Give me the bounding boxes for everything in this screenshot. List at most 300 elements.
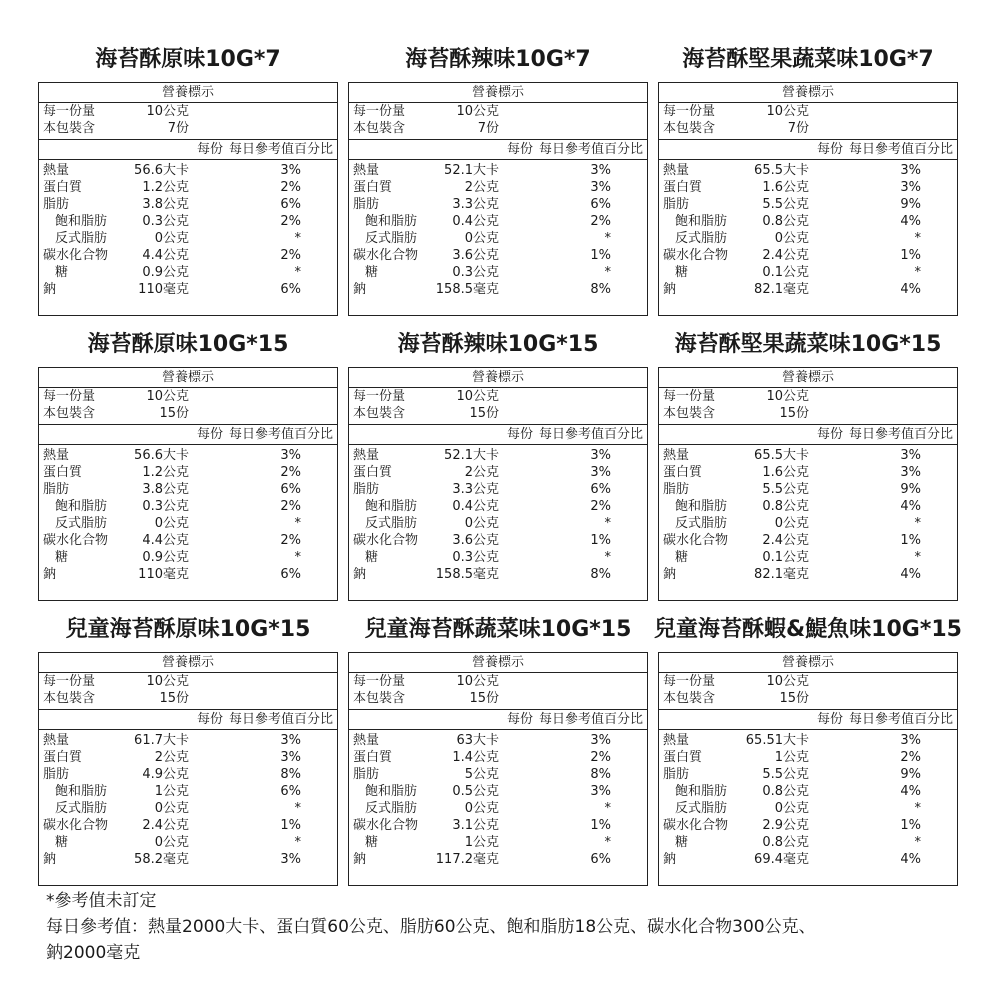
nutrient-name: 熱量 (43, 448, 70, 463)
nutrient-row (349, 162, 647, 179)
nutrient-amount: 3.8公克 (142, 482, 189, 497)
product-title: 海苔酥辣味10G*15 (397, 332, 599, 357)
nutrient-amount: 0.5公克 (452, 784, 499, 799)
nutrition-label-header: 營養標示 (39, 83, 337, 103)
nutrient-name: 糖 (365, 265, 379, 280)
nutrient-daily-percent: * (604, 265, 611, 280)
nutrient-name: 脂肪 (43, 482, 70, 497)
nutrient-amount: 0.3公克 (142, 214, 189, 229)
nutrient-daily-percent: * (914, 516, 921, 531)
serving-size-value: 10公克 (766, 389, 809, 404)
nutrient-row (349, 247, 647, 264)
nutrient-row (39, 851, 337, 868)
column-headers (39, 425, 337, 445)
nutrient-name: 反式脂肪 (365, 231, 418, 246)
nutrient-daily-percent: 3% (590, 784, 611, 799)
nutrient-name: 反式脂肪 (675, 801, 728, 816)
serving-info (39, 673, 337, 710)
nutrition-label-header: 營養標示 (349, 368, 647, 388)
nutrient-name: 飽和脂肪 (365, 784, 418, 799)
nutrient-daily-percent: 3% (590, 733, 611, 748)
nutrient-amount: 56.6大卡 (134, 163, 189, 178)
nutrient-daily-percent: 3% (590, 180, 611, 195)
nutrient-name: 鈉 (353, 852, 367, 867)
nutrient-row (659, 264, 957, 281)
nutrient-amount: 0.3公克 (452, 550, 499, 565)
nutrient-name: 脂肪 (663, 197, 690, 212)
nutrition-label (38, 82, 338, 316)
nutrient-row (659, 851, 957, 868)
nutrient-row (659, 532, 957, 549)
nutrient-daily-percent: * (294, 516, 301, 531)
nutrient-name: 反式脂肪 (675, 231, 728, 246)
nutrient-name: 脂肪 (43, 197, 70, 212)
nutrient-row (659, 281, 957, 298)
nutrient-daily-percent: 1% (900, 533, 921, 548)
nutrient-amount: 3.3公克 (452, 197, 499, 212)
serving-size-label: 每一份量 (43, 674, 96, 689)
nutrient-daily-percent: * (914, 835, 921, 850)
nutrient-row (659, 162, 957, 179)
product-title: 海苔酥堅果蔬菜味10G*7 (682, 47, 934, 72)
nutrient-daily-percent: * (604, 516, 611, 531)
nutrient-daily-percent: * (604, 835, 611, 850)
nutrition-label (348, 82, 648, 316)
nutrient-amount: 2.4公克 (142, 818, 189, 833)
product-title: 兒童海苔酥蝦&鯷魚味10G*15 (654, 617, 962, 642)
nutrient-daily-percent: * (914, 265, 921, 280)
nutrient-table (349, 732, 647, 868)
nutrient-amount: 5.5公克 (762, 767, 809, 782)
column-per-serving: 每份 (506, 142, 533, 157)
nutrition-label (38, 367, 338, 601)
nutrient-row (349, 498, 647, 515)
nutrient-name: 蛋白質 (663, 465, 703, 480)
nutrient-name: 飽和脂肪 (365, 499, 418, 514)
column-daily-value: 每日參考值百分比 (228, 427, 333, 442)
nutrient-name: 鈉 (43, 282, 57, 297)
nutrition-label-header: 營養標示 (659, 83, 957, 103)
nutrition-label-header: 營養標示 (659, 368, 957, 388)
nutrient-daily-percent: * (914, 550, 921, 565)
servings-per-pack-row (659, 690, 957, 707)
nutrient-amount: 5公克 (464, 767, 499, 782)
serving-size-label: 每一份量 (353, 389, 406, 404)
nutrient-name: 碳水化合物 (43, 818, 109, 833)
nutrient-amount: 0公克 (464, 801, 499, 816)
nutrient-name: 蛋白質 (353, 180, 393, 195)
nutrition-label (348, 652, 648, 886)
serving-size-row (349, 388, 647, 405)
nutrient-table (39, 162, 337, 298)
column-headers (39, 710, 337, 730)
nutrient-name: 脂肪 (663, 767, 690, 782)
nutrient-amount: 4.4公克 (142, 248, 189, 263)
nutrient-row (659, 834, 957, 851)
nutrition-label (38, 652, 338, 886)
nutrient-amount: 0.4公克 (452, 214, 499, 229)
nutrient-daily-percent: 6% (280, 482, 301, 497)
nutrient-amount: 2公克 (464, 180, 499, 195)
nutrient-amount: 0.3公克 (142, 499, 189, 514)
nutrient-daily-percent: 8% (590, 567, 611, 582)
column-per-serving: 每份 (196, 712, 223, 727)
nutrient-row (39, 264, 337, 281)
nutrient-amount: 0公克 (464, 231, 499, 246)
nutrient-daily-percent: 2% (900, 750, 921, 765)
product-title: 兒童海苔酥蔬菜味10G*15 (364, 617, 632, 642)
nutrient-row (659, 766, 957, 783)
nutrient-amount: 2.4公克 (762, 533, 809, 548)
nutrient-amount: 1公克 (464, 835, 499, 850)
nutrient-amount: 0.8公克 (762, 214, 809, 229)
nutrient-amount: 110毫克 (138, 567, 189, 582)
nutrient-amount: 0.9公克 (142, 550, 189, 565)
nutrient-daily-percent: * (914, 801, 921, 816)
nutrient-row (349, 464, 647, 481)
nutrient-row (659, 549, 957, 566)
nutrient-row (659, 196, 957, 213)
serving-info (39, 103, 337, 140)
nutrient-row (659, 800, 957, 817)
nutrient-row (349, 230, 647, 247)
nutrient-daily-percent: 6% (280, 282, 301, 297)
serving-size-row (659, 388, 957, 405)
nutrient-row (39, 800, 337, 817)
nutrient-amount: 0公克 (154, 231, 189, 246)
serving-info (39, 388, 337, 425)
servings-per-pack-label: 本包裝含 (353, 406, 406, 421)
column-daily-value: 每日參考值百分比 (538, 142, 643, 157)
nutrient-name: 脂肪 (663, 482, 690, 497)
nutrient-row (349, 732, 647, 749)
serving-size-label: 每一份量 (353, 674, 406, 689)
nutrient-name: 碳水化合物 (43, 533, 109, 548)
serving-size-label: 每一份量 (43, 389, 96, 404)
nutrient-row (659, 230, 957, 247)
nutrient-table (349, 447, 647, 583)
serving-size-row (39, 388, 337, 405)
nutrient-daily-percent: 6% (590, 852, 611, 867)
nutrient-name: 反式脂肪 (675, 516, 728, 531)
nutrient-amount: 56.6大卡 (134, 448, 189, 463)
nutrient-amount: 0.8公克 (762, 835, 809, 850)
servings-per-pack-label: 本包裝含 (43, 691, 96, 706)
serving-size-row (659, 103, 957, 120)
column-daily-value: 每日參考值百分比 (228, 142, 333, 157)
nutrient-row (39, 783, 337, 800)
column-headers (39, 140, 337, 160)
column-headers (659, 710, 957, 730)
column-headers (659, 425, 957, 445)
nutrient-daily-percent: * (294, 231, 301, 246)
nutrient-amount: 0公克 (774, 516, 809, 531)
servings-per-pack-row (39, 120, 337, 137)
nutrient-amount: 1.4公克 (452, 750, 499, 765)
nutrient-name: 飽和脂肪 (675, 499, 728, 514)
nutrient-row (39, 162, 337, 179)
nutrient-amount: 158.5毫克 (435, 282, 499, 297)
nutrient-daily-percent: 9% (900, 482, 921, 497)
nutrient-daily-percent: 3% (280, 163, 301, 178)
servings-per-pack-label: 本包裝含 (663, 406, 716, 421)
nutrient-daily-percent: 3% (590, 163, 611, 178)
nutrient-name: 糖 (55, 835, 69, 850)
serving-size-label: 每一份量 (353, 104, 406, 119)
servings-per-pack-row (349, 120, 647, 137)
nutrient-row (659, 464, 957, 481)
nutrient-amount: 52.1大卡 (444, 163, 499, 178)
nutrient-amount: 3.1公克 (452, 818, 499, 833)
nutrient-amount: 0.8公克 (762, 499, 809, 514)
nutrition-label (658, 82, 958, 316)
serving-size-row (349, 103, 647, 120)
column-daily-value: 每日參考值百分比 (848, 427, 953, 442)
servings-per-pack-label: 本包裝含 (43, 406, 96, 421)
nutrient-table (659, 447, 957, 583)
nutrient-name: 鈉 (663, 567, 677, 582)
column-daily-value: 每日參考值百分比 (228, 712, 333, 727)
nutrient-amount: 5.5公克 (762, 482, 809, 497)
nutrient-name: 碳水化合物 (663, 533, 729, 548)
nutrient-amount: 63大卡 (456, 733, 499, 748)
nutrient-daily-percent: 1% (900, 248, 921, 263)
footnote-undefined-note: *參考值未訂定 (46, 891, 157, 911)
servings-per-pack-label: 本包裝含 (353, 691, 406, 706)
nutrient-row (349, 549, 647, 566)
nutrition-label-header: 營養標示 (659, 653, 957, 673)
column-headers (349, 425, 647, 445)
nutrient-row (39, 817, 337, 834)
column-per-serving: 每份 (506, 712, 533, 727)
nutrient-row (39, 230, 337, 247)
nutrient-row (659, 817, 957, 834)
nutrient-daily-percent: 2% (280, 248, 301, 263)
nutrient-name: 糖 (365, 550, 379, 565)
nutrient-row (659, 179, 957, 196)
nutrient-name: 飽和脂肪 (675, 214, 728, 229)
servings-per-pack-label: 本包裝含 (353, 121, 406, 136)
nutrient-name: 糖 (55, 265, 69, 280)
nutrient-name: 熱量 (663, 448, 690, 463)
nutrient-name: 熱量 (663, 733, 690, 748)
footnote (46, 888, 966, 966)
nutrient-table (39, 732, 337, 868)
product-title: 海苔酥辣味10G*7 (405, 47, 591, 72)
nutrient-row (659, 749, 957, 766)
nutrient-row (39, 247, 337, 264)
nutrient-amount: 0公克 (154, 801, 189, 816)
servings-per-pack-row (39, 690, 337, 707)
column-per-serving: 每份 (816, 712, 843, 727)
nutrient-amount: 4.9公克 (142, 767, 189, 782)
nutrient-row (349, 817, 647, 834)
serving-size-row (39, 673, 337, 690)
serving-info (659, 673, 957, 710)
nutrient-daily-percent: * (294, 801, 301, 816)
nutrient-name: 飽和脂肪 (675, 784, 728, 799)
serving-size-value: 10公克 (456, 104, 499, 119)
nutrient-amount: 65.5大卡 (754, 163, 809, 178)
nutrient-row (39, 281, 337, 298)
serving-size-value: 10公克 (146, 104, 189, 119)
nutrient-row (39, 447, 337, 464)
nutrient-row (39, 196, 337, 213)
nutrient-row (349, 566, 647, 583)
nutrient-name: 碳水化合物 (663, 818, 729, 833)
nutrient-amount: 82.1毫克 (754, 282, 809, 297)
nutrient-daily-percent: 2% (590, 499, 611, 514)
nutrient-daily-percent: * (294, 550, 301, 565)
nutrient-amount: 82.1毫克 (754, 567, 809, 582)
nutrient-row (39, 481, 337, 498)
nutrient-daily-percent: 4% (900, 852, 921, 867)
nutrient-daily-percent: 6% (590, 482, 611, 497)
nutrient-row (349, 213, 647, 230)
nutrient-name: 蛋白質 (43, 750, 83, 765)
serving-size-value: 10公克 (766, 674, 809, 689)
nutrient-daily-percent: 8% (590, 767, 611, 782)
nutrient-row (39, 532, 337, 549)
nutrient-name: 碳水化合物 (43, 248, 109, 263)
column-per-serving: 每份 (816, 427, 843, 442)
nutrient-row (659, 447, 957, 464)
nutrient-daily-percent: * (604, 801, 611, 816)
column-headers (349, 710, 647, 730)
nutrient-daily-percent: 4% (900, 214, 921, 229)
nutrient-table (659, 732, 957, 868)
serving-size-row (39, 103, 337, 120)
serving-size-label: 每一份量 (663, 674, 716, 689)
nutrient-amount: 0.3公克 (452, 265, 499, 280)
servings-per-pack-row (349, 690, 647, 707)
nutrient-row (39, 749, 337, 766)
column-per-serving: 每份 (816, 142, 843, 157)
nutrient-amount: 4.4公克 (142, 533, 189, 548)
nutrient-row (349, 264, 647, 281)
column-daily-value: 每日參考值百分比 (538, 427, 643, 442)
serving-size-value: 10公克 (456, 674, 499, 689)
nutrient-daily-percent: * (604, 231, 611, 246)
nutrient-name: 蛋白質 (353, 465, 393, 480)
product-title: 海苔酥原味10G*7 (95, 47, 281, 72)
nutrient-daily-percent: 1% (590, 248, 611, 263)
nutrient-name: 鈉 (43, 852, 57, 867)
footnote-daily-reference-cont: 鈉2000毫克 (46, 943, 141, 963)
nutrient-name: 脂肪 (353, 767, 380, 782)
nutrient-daily-percent: 2% (280, 465, 301, 480)
nutrient-table (349, 162, 647, 298)
servings-per-pack-value: 15份 (159, 691, 189, 706)
servings-per-pack-value: 7份 (787, 121, 809, 136)
column-daily-value: 每日參考值百分比 (538, 712, 643, 727)
nutrient-daily-percent: 1% (590, 533, 611, 548)
nutrient-amount: 158.5毫克 (435, 567, 499, 582)
nutrient-amount: 69.4毫克 (754, 852, 809, 867)
serving-size-label: 每一份量 (663, 104, 716, 119)
nutrient-daily-percent: 3% (590, 465, 611, 480)
nutrient-daily-percent: * (294, 835, 301, 850)
nutrient-name: 脂肪 (353, 482, 380, 497)
nutrient-name: 碳水化合物 (353, 533, 419, 548)
nutrient-daily-percent: 3% (590, 448, 611, 463)
column-headers (659, 140, 957, 160)
column-daily-value: 每日參考值百分比 (848, 142, 953, 157)
nutrient-name: 飽和脂肪 (55, 214, 108, 229)
serving-size-value: 10公克 (146, 674, 189, 689)
nutrient-row (659, 213, 957, 230)
servings-per-pack-row (659, 120, 957, 137)
nutrient-name: 鈉 (353, 567, 367, 582)
column-per-serving: 每份 (196, 142, 223, 157)
nutrient-name: 碳水化合物 (353, 818, 419, 833)
nutrient-row (659, 247, 957, 264)
nutrient-daily-percent: 2% (280, 533, 301, 548)
serving-info (349, 103, 647, 140)
nutrient-row (349, 196, 647, 213)
nutrient-table (659, 162, 957, 298)
nutrient-row (659, 783, 957, 800)
nutrient-row (349, 281, 647, 298)
nutrient-amount: 5.5公克 (762, 197, 809, 212)
nutrient-daily-percent: 4% (900, 499, 921, 514)
nutrient-amount: 3.8公克 (142, 197, 189, 212)
nutrient-name: 糖 (675, 550, 689, 565)
nutrition-label (658, 367, 958, 601)
nutrient-amount: 61.7大卡 (134, 733, 189, 748)
nutrient-row (39, 179, 337, 196)
nutrient-name: 鈉 (663, 282, 677, 297)
nutrient-row (349, 766, 647, 783)
nutrient-daily-percent: 3% (280, 852, 301, 867)
nutrient-name: 糖 (55, 550, 69, 565)
nutrition-label-header: 營養標示 (349, 83, 647, 103)
nutrient-name: 脂肪 (353, 197, 380, 212)
product-title: 海苔酥原味10G*15 (87, 332, 289, 357)
nutrient-daily-percent: 4% (900, 567, 921, 582)
nutrient-row (39, 834, 337, 851)
column-headers (349, 140, 647, 160)
nutrient-daily-percent: * (604, 550, 611, 565)
nutrient-amount: 58.2毫克 (134, 852, 189, 867)
nutrient-amount: 0.4公克 (452, 499, 499, 514)
nutrient-row (349, 783, 647, 800)
nutrient-name: 反式脂肪 (55, 516, 108, 531)
servings-per-pack-value: 15份 (159, 406, 189, 421)
nutrient-name: 糖 (365, 835, 379, 850)
servings-per-pack-label: 本包裝含 (43, 121, 96, 136)
serving-size-label: 每一份量 (663, 389, 716, 404)
nutrient-daily-percent: 9% (900, 197, 921, 212)
nutrient-daily-percent: 6% (590, 197, 611, 212)
nutrient-row (39, 549, 337, 566)
nutrient-daily-percent: 8% (590, 282, 611, 297)
nutrient-name: 蛋白質 (43, 465, 83, 480)
nutrient-daily-percent: 2% (590, 214, 611, 229)
nutrient-amount: 1.2公克 (142, 180, 189, 195)
nutrient-row (349, 800, 647, 817)
footnote-daily-reference: 每日參考值：熱量2000大卡、蛋白質60公克、脂肪60公克、飽和脂肪18公克、碳水化合物300公克、 (46, 917, 816, 937)
nutrient-row (39, 464, 337, 481)
column-per-serving: 每份 (196, 427, 223, 442)
product-title: 海苔酥堅果蔬菜味10G*15 (674, 332, 942, 357)
serving-size-value: 10公克 (766, 104, 809, 119)
nutrient-amount: 0公克 (464, 516, 499, 531)
nutrient-row (349, 834, 647, 851)
servings-per-pack-row (39, 405, 337, 422)
nutrient-row (39, 766, 337, 783)
nutrient-amount: 52.1大卡 (444, 448, 499, 463)
